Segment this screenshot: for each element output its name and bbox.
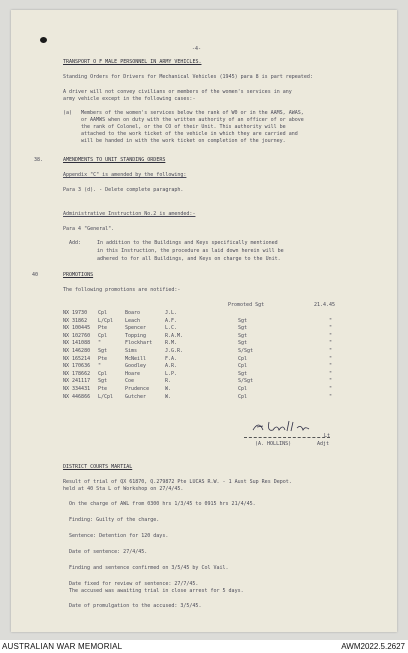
- promotion-rank: Pte: [98, 325, 108, 332]
- para4-line: Para 4 "General".: [63, 226, 115, 232]
- section-courts-martial-title: DISTRICT COURTS MARTIAL: [63, 464, 133, 470]
- promotion-initials: R.A.M.: [165, 332, 184, 339]
- court-line: Sentence: Detention for 120 days.: [69, 533, 169, 539]
- promotion-surname: Gutcher: [125, 393, 147, 400]
- promotion-new-rank: S/Sgt: [238, 378, 254, 385]
- promotion-new-rank: Cpl: [238, 363, 248, 370]
- promotion-rank: L/Cpl: [98, 317, 114, 324]
- section-amendments-title: AMENDMENTS TO UNIT STANDING ORDERS: [63, 157, 166, 163]
- promotion-surname: Sims: [125, 348, 138, 354]
- promotion-surname: Flockhart: [125, 340, 153, 347]
- promotion-number: NX 334431: [63, 386, 91, 392]
- promotion-rank: ": [98, 363, 102, 370]
- signature-handwritten: [247, 418, 327, 436]
- promotion-surname: Topping: [125, 332, 147, 339]
- court-line: Finding and sentence confirmed on 3/5/45 by Col Vail.: [69, 565, 229, 571]
- ditto-mark: ": [329, 378, 333, 385]
- add-line: in this Instruction, the procedure as laid down herein will be: [97, 248, 284, 254]
- promotion-initials: R.: [165, 378, 172, 385]
- promotion-surname: McNeill: [125, 355, 147, 362]
- promotion-number: NX 178662: [63, 370, 91, 377]
- subpara-line: will be handed in with the work ticket on completion of the journey.: [81, 138, 286, 144]
- promotion-surname: Boaro: [125, 310, 141, 316]
- signatory-role: Adjt: [317, 441, 330, 447]
- court-line: The accused was awaiting trial in close arrest for 5 days.: [69, 588, 244, 594]
- promotion-number: NX 446866: [63, 393, 91, 400]
- section-number: 38.: [34, 157, 44, 163]
- admin-instruction-title: Administrative Instruction No.2 is amended:-: [63, 211, 196, 217]
- add-label: Add:: [69, 240, 82, 246]
- promotion-new-rank: Sgt: [238, 370, 248, 377]
- promotion-rank: Cpl: [98, 332, 108, 339]
- court-line: Date of promulgation to the accused: 3/5/45.: [69, 603, 202, 609]
- court-line: Date fixed for review of sentence: 27/7/45.: [69, 581, 199, 587]
- promotion-initials: A.F.: [165, 317, 178, 324]
- ditto-mark: ": [329, 332, 333, 339]
- appendix-line: Para 3 (d). - Delete complete paragraph.: [63, 187, 184, 193]
- ditto-mark: ": [329, 393, 333, 400]
- footer-bar: [0, 640, 408, 653]
- document-page: [11, 10, 397, 632]
- subpara-line: or AAMWS when on duty with the written authority of an officer of or above: [81, 117, 304, 123]
- court-line: Date of sentence: 27/4/45.: [69, 549, 148, 555]
- promotion-initials: R.M.: [165, 340, 178, 347]
- punch-hole: [40, 37, 47, 43]
- promotion-initials: L.P.: [165, 370, 178, 377]
- ditto-mark: ": [329, 355, 333, 362]
- promotion-initials: J.G.R.: [165, 348, 184, 354]
- signature-line: [244, 437, 330, 438]
- promoted-header: Promoted Sgt: [228, 302, 265, 308]
- promotion-rank: L/Cpl: [98, 393, 114, 400]
- court-line: Result of trial of QX 61870, Q.279872 Pte LUCAS R.W. - 1 Aust Sup Res Depot.: [63, 479, 292, 485]
- page-number: -4-: [192, 46, 202, 52]
- promotion-new-rank: Sgt: [238, 340, 248, 347]
- promotion-new-rank: Sgt: [238, 317, 248, 324]
- appendix-title: Appendix "C" is amended by the following:: [63, 172, 187, 178]
- promotion-new-rank: Cpl: [238, 393, 248, 400]
- promotion-initials: F.A.: [165, 355, 178, 362]
- promotion-surname: Leach: [125, 317, 141, 324]
- promotion-rank: Sgt: [98, 348, 108, 354]
- subpara-line: the rank of Colonel, or the CO of their Unit. This authority will be: [81, 124, 286, 130]
- court-line: Finding: Guilty of the charge.: [69, 517, 160, 523]
- promotion-initials: W.: [165, 393, 172, 400]
- promotion-new-rank: S/Sgt: [238, 348, 254, 354]
- promotion-initials: A.R.: [165, 363, 178, 370]
- transport-intro: Standing Orders for Drivers for Mechanical Vehicles (1945) para 8 is part repeated:: [63, 74, 313, 80]
- ditto-mark: ": [329, 317, 333, 324]
- promotion-number: NX 100445: [63, 325, 91, 332]
- promotion-rank: Pte: [98, 386, 108, 392]
- footer-institution: AUSTRALIAN WAR MEMORIAL: [2, 642, 123, 651]
- promotion-rank: ": [98, 340, 102, 347]
- add-line: adhered to for all Buildings, and Keys on charge to the Unit.: [97, 256, 281, 262]
- promotion-surname: Goodley: [125, 363, 147, 370]
- subpara-line: attached to the work ticket of the vehicle in which they are carried and: [81, 131, 298, 137]
- promotion-rank: Pte: [98, 355, 108, 362]
- promotion-surname: Spencer: [125, 325, 147, 332]
- signature-rank: Lt: [324, 433, 331, 439]
- promotions-intro: The following promotions are notified:-: [63, 287, 181, 293]
- ditto-mark: ": [329, 386, 333, 392]
- promotion-number: NX 170636: [63, 363, 91, 370]
- promotion-new-rank: Sgt: [238, 325, 248, 332]
- ditto-mark: ": [329, 348, 333, 354]
- promotion-number: NX 102760: [63, 332, 91, 339]
- ditto-mark: ": [329, 363, 333, 370]
- promotion-number: NX 146280: [63, 348, 91, 354]
- promotion-number: NX 241117: [63, 378, 91, 385]
- ditto-mark: ": [329, 340, 333, 347]
- promotion-new-rank: Cpl: [238, 355, 248, 362]
- ditto-mark: ": [329, 325, 333, 332]
- promotion-number: NX 165214: [63, 355, 91, 362]
- promotion-surname: Hoare: [125, 370, 141, 377]
- section-transport-title: TRANSPORT O F MALE PERSONNEL IN ARMY VEHICLES.: [63, 59, 202, 65]
- promotion-rank: Cpl: [98, 310, 108, 316]
- court-line: held at 40 Sta L of Workshop on 27/4/45.: [63, 486, 184, 492]
- footer-accession-number: AWM2022.5.2627: [341, 642, 405, 651]
- ditto-mark: ": [329, 370, 333, 377]
- promotion-new-rank: Sgt: [238, 332, 248, 339]
- section-promotions-title: PROMOTIONS: [63, 272, 94, 278]
- promotion-surname: Coe: [125, 378, 135, 385]
- subpara-label: (a): [63, 110, 73, 116]
- transport-para-line: A driver will not convey civilians or members of the women's services in any: [63, 89, 292, 95]
- promotion-date: 21.4.45: [314, 302, 336, 308]
- promotion-rank: Sgt: [98, 378, 108, 385]
- promotion-number: NX 19730: [63, 310, 88, 316]
- transport-para-line: army vehicle except in the following cases:-: [63, 96, 196, 102]
- section-number: 40: [32, 272, 39, 278]
- add-line: In addition to the Buildings and Keys specifically mentioned: [97, 240, 278, 246]
- promotion-number: NX 141088: [63, 340, 91, 347]
- court-line: On the charge of AWL from 0300 hrs 1/3/45 to 0915 hrs 21/4/45.: [69, 501, 256, 507]
- subpara-line: Members of the women's services below the rank of W0 or in the AAMS, AWAS,: [81, 110, 304, 116]
- promotion-surname: Prudence: [125, 386, 150, 392]
- promotion-initials: J.L.: [165, 310, 178, 316]
- promotion-rank: Cpl: [98, 370, 108, 377]
- promotion-new-rank: Cpl: [238, 386, 248, 392]
- signatory-name: (A. HOLLINS): [255, 441, 292, 447]
- promotion-initials: L.C.: [165, 325, 178, 332]
- promotion-initials: W.: [165, 386, 172, 392]
- promotion-number: NX 31862: [63, 317, 88, 324]
